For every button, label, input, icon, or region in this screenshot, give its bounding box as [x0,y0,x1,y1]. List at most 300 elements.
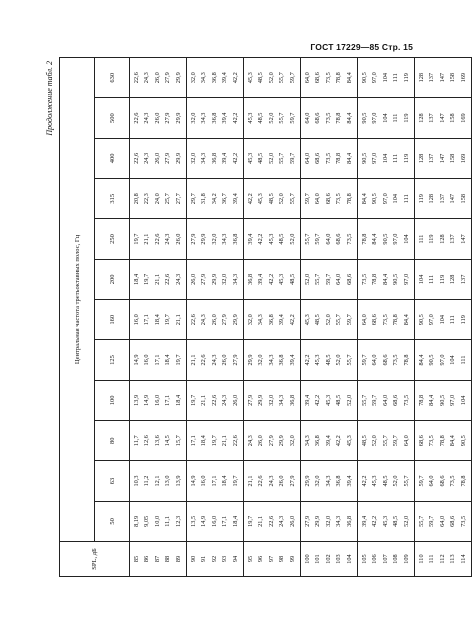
spl-value: 96 [256,555,264,562]
cell-value: 17,1 [163,394,171,406]
cell-value: 18,4 [220,475,228,487]
value-cell [243,299,300,339]
cell-value: 68,6 [370,313,378,325]
cell-value: 73,5 [345,233,353,245]
cell-value: 36,8 [267,313,275,325]
cell-value: 137 [427,72,435,82]
cell-value: 104 [381,153,389,163]
value-cell [129,57,186,97]
cell-value: 24,3 [199,313,207,325]
cell-value: 45,3 [246,71,254,83]
cell-value: 26,0 [174,233,182,245]
cell-value: 55,7 [288,192,296,204]
value-cell [129,178,186,218]
cell-value: 111 [448,314,456,324]
value-cell [357,299,414,339]
cell-value: 48,5 [288,273,296,285]
value-cell [414,138,471,178]
cell-value: 39,4 [220,112,228,124]
cell-value: 16,0 [142,354,150,366]
cell-value: 39,4 [345,475,353,487]
cell-value: 147 [438,112,446,123]
frequency-header: 125 [94,339,129,379]
cell-value: 29,9 [277,434,285,446]
cell-value: 26,0 [210,313,218,325]
value-cell [414,339,471,379]
cell-value: 84,4 [345,112,353,124]
cell-value: 90,5 [381,233,389,245]
cell-value: 55,7 [417,515,425,527]
cell-value: 104 [381,72,389,82]
cell-value: 32,0 [324,515,332,527]
value-cell [129,97,186,137]
value-cell [300,259,357,299]
cell-value: 64,0 [370,354,378,366]
cell-value: 68,6 [448,515,456,527]
cell-value: 22,6 [267,515,275,527]
frequency-header: 200 [94,259,129,299]
cell-value: 22,6 [199,354,207,366]
value-cell [243,259,300,299]
cell-value: 55,7 [334,313,342,325]
cell-value: 104 [438,314,446,324]
cell-value: 22,6 [163,273,171,285]
value-cell [414,460,471,500]
cell-value: 32,0 [267,394,275,406]
cell-value: 158 [448,112,456,123]
cell-value: 19,7 [174,354,182,366]
cell-value: 36,8 [277,354,285,366]
cell-value: 12,6 [142,434,150,446]
cell-value: 22,6 [132,112,140,124]
cell-value: 137 [438,193,446,203]
cell-value: 111 [417,234,425,244]
value-cell [129,460,186,500]
value-cell [186,299,243,339]
cell-value: 48,5 [334,394,342,406]
cell-value: 11,2 [142,475,150,486]
cell-value: 36,8 [334,475,342,487]
cell-value: 22,6 [153,233,161,245]
cell-value: 34,3 [324,475,332,487]
cell-value: 45,3 [277,273,285,285]
cell-value: 29,9 [174,71,182,83]
cell-value: 137 [448,233,456,244]
cell-value: 32,0 [246,313,254,325]
cell-value: 68,6 [334,233,342,245]
cell-value: 104 [402,233,410,244]
cell-value: 78,8 [334,152,342,164]
spl-value: 100 [303,553,311,564]
cell-value: 10,0 [153,515,161,527]
cell-value: 13,0 [163,475,171,487]
value-cell [300,339,357,379]
value-cell [357,460,414,500]
cell-value: 73,5 [459,515,467,527]
cell-value: 119 [402,153,410,163]
cell-value: 27,9 [303,515,311,527]
cell-value: 17,1 [142,313,150,325]
cell-value: 13,9 [174,475,182,487]
cell-value: 29,9 [210,273,218,285]
value-cell [414,218,471,258]
cell-value: 59,7 [427,515,435,527]
cell-value: 22,6 [189,313,197,325]
cell-value: 32,0 [189,71,197,83]
cell-value: 19,7 [231,475,239,487]
cell-value: 78,8 [345,192,353,204]
value-cell [243,460,300,500]
cell-value: 19,7 [246,515,254,527]
cell-value: 45,3 [246,152,254,164]
cell-value: 29,9 [174,152,182,164]
cell-value: 24,3 [142,71,150,83]
cell-value: 24,3 [142,152,150,164]
cell-value: 52,0 [345,394,353,406]
value-cell [414,57,471,97]
cell-value: 59,7 [303,192,311,204]
cell-value: 59,7 [288,71,296,83]
cell-value: 48,5 [313,313,321,325]
cell-value: 59,7 [313,233,321,245]
value-cell [414,380,471,420]
cell-value: 24,0 [153,192,161,204]
value-cell [357,501,414,541]
cell-value: 27,9 [267,434,275,446]
cell-value: 34,3 [267,354,275,366]
cell-value: 104 [391,193,399,203]
spl-header: SPL, дБ [59,541,129,576]
cell-value: 39,4 [220,152,228,164]
spl-value: 93 [220,555,228,562]
cell-value: 24,3 [210,354,218,366]
cell-value: 34,3 [199,152,207,164]
cell-value: 48,5 [324,354,332,366]
cell-value: 68,6 [324,192,332,204]
cell-value: 78,8 [370,273,378,285]
cell-value: 137 [459,274,467,284]
cell-value: 11,1 [163,515,171,527]
cell-value: 52,0 [303,273,311,285]
cell-value: 27,9 [163,152,171,164]
cell-value: 26,0 [277,475,285,487]
cell-value: 24,3 [163,233,171,245]
cell-value: 84,4 [427,394,435,406]
cell-value: 45,3 [324,394,332,406]
cell-value: 73,5 [391,354,399,366]
spl-value: 110 [417,553,425,564]
cell-value: 84,4 [402,313,410,325]
spl-cell [243,541,300,576]
value-cell [243,138,300,178]
cell-value: 64,0 [402,434,410,446]
cell-value: 97,0 [381,192,389,204]
value-cell [129,259,186,299]
cell-value: 55,7 [381,434,389,446]
cell-value: 17,1 [153,354,161,366]
cell-value: 13,5 [189,515,197,527]
table-body [129,57,471,576]
cell-value: 18,4 [163,354,171,366]
cell-value: 52,0 [324,313,332,325]
cell-value: 24,3 [267,475,275,487]
value-cell [414,178,471,218]
cell-value: 29,9 [199,233,207,245]
cell-value: 26,0 [189,273,197,285]
value-cell [357,339,414,379]
cell-value: 97,0 [402,273,410,285]
cell-value: 128 [417,153,425,163]
cell-value: 15,7 [174,434,182,446]
cell-value: 90,5 [360,152,368,164]
cell-value: 59,7 [370,394,378,406]
cell-value: 24,3 [220,394,228,406]
frequency-header: 630 [94,57,129,97]
spl-frequency-table [59,57,472,577]
cell-value: 42,2 [267,273,275,285]
cell-value: 158 [448,72,456,82]
cell-value: 64,0 [313,192,321,204]
table-row [129,57,186,576]
spl-value: 105 [360,553,368,564]
cell-value: 78,8 [391,313,399,325]
spl-cell [414,541,471,576]
cell-value: 59,7 [345,313,353,325]
cell-value: 24,3 [174,273,182,285]
cell-value: 64,0 [324,233,332,245]
spl-value: 101 [313,553,321,564]
cell-value: 42,2 [360,475,368,487]
cell-value: 42,2 [288,313,296,325]
cell-value: 39,4 [288,354,296,366]
cell-value: 119 [402,72,410,82]
frequency-header: 160 [94,299,129,339]
cell-value: 39,4 [324,434,332,446]
cell-value: 90,5 [427,354,435,366]
spl-cell [300,541,357,576]
cell-value: 45,3 [256,192,264,204]
value-cell [243,178,300,218]
cell-value: 26,0 [153,152,161,164]
cell-value: 10,3 [132,475,140,487]
value-cell [300,138,357,178]
cell-value: 52,0 [391,475,399,487]
table-row [186,57,243,576]
cell-value: 48,5 [256,112,264,124]
cell-value: 42,2 [370,515,378,527]
cell-value: 48,5 [381,475,389,487]
cell-value: 36,8 [345,515,353,527]
cell-value: 32,0 [189,152,197,164]
cell-value: 169 [459,72,467,82]
value-cell [129,218,186,258]
cell-value: 104 [459,395,467,405]
cell-value: 64,0 [427,475,435,487]
cell-value: 17,1 [210,475,218,487]
cell-value: 21,1 [189,354,197,366]
table-row [243,57,300,576]
cell-value: 84,4 [360,192,368,204]
cell-value: 29,9 [256,394,264,406]
cell-value: 19,7 [163,313,171,325]
value-cell [414,259,471,299]
cell-value: 27,9 [288,475,296,487]
cell-value: 68,6 [381,354,389,366]
value-cell [357,259,414,299]
spl-value: 111 [427,554,435,563]
cell-value: 29,9 [313,515,321,527]
frequency-header-row [94,57,129,576]
cell-value: 24,3 [142,112,150,124]
cell-value: 111 [391,113,399,123]
cell-value: 55,7 [360,394,368,406]
cell-value: 22,6 [256,475,264,487]
cell-value: 158 [448,153,456,163]
cell-value: 39,4 [220,71,228,83]
cell-value: 73,5 [427,434,435,446]
cell-value: 52,0 [288,233,296,245]
page-header: ГОСТ 17229—85 Стр. 15 [310,42,413,52]
cell-value: 8,19 [132,515,140,527]
cell-value: 42,2 [246,192,254,204]
cell-value: 84,4 [370,233,378,245]
value-cell [243,339,300,379]
cell-value: 18,4 [231,515,239,527]
cell-value: 78,8 [402,354,410,366]
value-cell [414,299,471,339]
frequency-header: 50 [94,501,129,541]
cell-value: 36,7 [220,192,228,204]
table-row [357,57,414,576]
cell-value: 128 [427,193,435,203]
value-cell [300,460,357,500]
cell-value: 21,1 [153,273,161,285]
cell-value: 29,9 [246,354,254,366]
cell-value: 16,0 [210,515,218,527]
cell-value: 26,0 [288,515,296,527]
cell-value: 48,5 [256,71,264,83]
cell-value: 64,0 [381,394,389,406]
value-cell [243,57,300,97]
cell-value: 24,3 [277,515,285,527]
value-cell [186,339,243,379]
cell-value: 45,3 [267,233,275,245]
cell-value: 73,5 [324,112,332,124]
spl-value: 102 [324,553,332,564]
frequency-header: 80 [94,420,129,460]
cell-value: 59,7 [324,273,332,285]
cell-value: 84,4 [448,434,456,446]
cell-value: 68,6 [438,475,446,487]
cell-value: 27,9 [246,394,254,406]
cell-value: 104 [417,274,425,284]
cell-value: 68,6 [345,273,353,285]
cell-value: 55,7 [345,354,353,366]
cell-value: 68,6 [417,434,425,446]
value-cell [300,57,357,97]
cell-value: 42,2 [231,71,239,83]
cell-value: 16,0 [132,313,140,325]
cell-value: 17,1 [189,434,197,446]
cell-value: 128 [417,72,425,82]
frequency-header: 100 [94,380,129,420]
cell-value: 42,2 [231,112,239,124]
cell-value: 64,0 [334,273,342,285]
cell-value: 111 [459,355,467,365]
table-row [414,57,471,576]
cell-value: 29,9 [231,313,239,325]
cell-value: 16,0 [199,475,207,487]
value-cell [414,420,471,460]
cell-value: 52,0 [334,354,342,366]
cell-value: 34,3 [256,313,264,325]
cell-value: 36,8 [210,112,218,124]
spl-value: 92 [210,555,218,562]
value-cell [300,420,357,460]
cell-value: 36,8 [210,152,218,164]
cell-value: 64,0 [303,112,311,124]
value-cell [129,138,186,178]
cell-value: 34,3 [277,394,285,406]
value-cell [186,460,243,500]
cell-value: 73,5 [334,192,342,204]
cell-value: 39,4 [231,192,239,204]
cell-value: 9,05 [142,515,150,527]
cell-value: 25,7 [163,192,171,204]
cell-value: 128 [448,274,456,284]
cell-value: 27,9 [199,273,207,285]
cell-value: 11,7 [132,434,140,446]
cell-value: 39,4 [277,313,285,325]
value-cell [357,380,414,420]
cell-value: 84,4 [417,354,425,366]
spl-cell [186,541,243,576]
cell-value: 48,5 [360,434,368,446]
spl-cell [357,541,414,576]
spl-value: 104 [345,553,353,564]
cell-value: 59,7 [360,354,368,366]
spl-value: 108 [391,553,399,564]
cell-value: 22,6 [132,71,140,83]
cell-value: 90,5 [459,434,467,446]
cell-value: 36,8 [313,434,321,446]
cell-value: 64,0 [303,152,311,164]
cell-value: 68,6 [313,112,321,124]
cell-value: 97,0 [370,71,378,83]
cell-value: 39,4 [246,233,254,245]
cell-value: 19,7 [189,394,197,406]
cell-value: 84,4 [345,71,353,83]
cell-value: 90,5 [360,71,368,83]
value-cell [243,218,300,258]
cell-value: 78,8 [334,112,342,124]
cell-value: 36,8 [210,71,218,83]
cell-value: 55,7 [313,273,321,285]
spl-value: 89 [174,555,182,562]
cell-value: 147 [459,233,467,244]
cell-value: 48,5 [256,152,264,164]
value-cell [300,299,357,339]
cell-value: 119 [459,314,467,324]
cell-value: 32,0 [189,112,197,124]
spl-value: 98 [277,555,285,562]
cell-value: 26,0 [256,434,264,446]
cell-value: 73,5 [360,273,368,285]
spl-value: 91 [199,555,207,562]
cell-value: 36,8 [231,233,239,245]
cell-value: 18,4 [153,313,161,325]
cell-value: 12,3 [174,515,182,527]
